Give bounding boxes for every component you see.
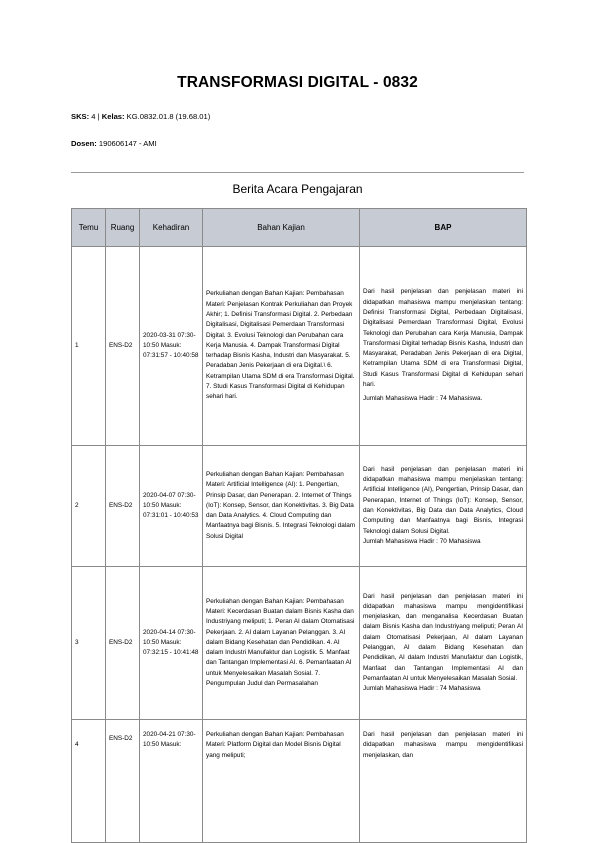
cell-bahan-kajian: Perkuliahan dengan Bahan Kajian: Pembahasan Materi: Artificial Intelligence (AI): 1. Pengertian, Prinsip Dasar, dan Penerapan. 2. Internet of Things (IoT): Konsep, Sensor, dan Konektivitas. 3. Big Data dan Data Analytics. 4. Cloud Computing dan Manfaatnya bagi Bisnis. 5. Integrasi Teknologi dalam Solusi Digital xyxy=(203,446,360,567)
course-info xyxy=(71,112,210,121)
divider-line xyxy=(71,172,524,173)
header-kehadiran: Kehadiran xyxy=(140,209,203,247)
table-row xyxy=(72,247,527,446)
cell-kehadiran: 2020-04-07 07:30-10:50 Masuk: 07:31:01 - 10:40:53 xyxy=(140,446,203,567)
bap-attendance-count: Jumlah Mahasiswa Hadir : 74 Mahasiswa. xyxy=(363,395,483,403)
bap-text: Dari hasil penjelasan dan penjelasan materi ini didapatkan mahasiswa mampu menjelaskan tentang: Definisi Transformasi Digital, Perbedaan Digitalisasi, Digitalisasi Pemerdaan Transformasi Digital, Evolusi Teknologi dan Perubahan cara Kerja Manusia, Dampak Transformasi Digital terhadap Bisnis Kasha, Industri dan Masyarakat, Peradaban Jenis Pekerjaan di era Digital, Ketrampilan Utama SDM di era Transformasi Digital, Studi Kasus Transformasi Digital di Kehidupan sehari hari. xyxy=(363,288,523,389)
cell-temu: 4 xyxy=(72,720,106,843)
cell-bahan-kajian: Perkuliahan dengan Bahan Kajian: Pembahasan Materi: Platform Digital dan Model Bisnis Digital yang meliputi; xyxy=(203,720,360,843)
cell-kehadiran: 2020-04-14 07:30-10:50 Masuk: 07:32:15 - 10:41:48 xyxy=(140,567,203,720)
cell-bap xyxy=(360,567,527,720)
cell-temu: 3 xyxy=(72,567,106,720)
section-title: Berita Acara Pengajaran xyxy=(232,182,363,196)
cell-ruang: ENS-D2 xyxy=(106,247,140,446)
document-title: TRANSFORMASI DIGITAL - 0832 xyxy=(177,74,418,91)
kelas-label: Kelas: xyxy=(101,112,125,121)
header-bap: BAP xyxy=(360,209,527,247)
lecturer-info xyxy=(71,139,157,148)
sks-label: SKS: xyxy=(71,112,90,121)
header-temu: Temu xyxy=(72,209,106,247)
cell-bap xyxy=(360,247,527,446)
cell-temu: 2 xyxy=(72,446,106,567)
bap-table xyxy=(71,208,527,843)
table-header-row xyxy=(72,209,527,247)
meta-separator: | xyxy=(97,112,100,121)
bap-attendance-count: Jumlah Mahasiswa Hadir : 74 Mahasiswa xyxy=(363,685,481,693)
table-row xyxy=(72,446,527,567)
bap-attendance-count: Jumlah Mahasiswa Hadir : 70 Mahasiswa xyxy=(363,537,481,545)
cell-ruang: ENS-D2 xyxy=(106,446,140,567)
cell-kehadiran: 2020-03-31 07:30-10:50 Masuk: 07:31:57 - 10:40:58 xyxy=(140,247,203,446)
sks-value: 4 xyxy=(91,112,96,121)
header-ruang: Ruang xyxy=(106,209,140,247)
cell-bap xyxy=(360,446,527,567)
cell-temu: 1 xyxy=(72,247,106,446)
cell-kehadiran: 2020-04-21 07:30-10:50 Masuk: xyxy=(140,720,203,843)
cell-bahan-kajian: Perkuliahan dengan Bahan Kajian: Pembahasan Materi: Penjelasan Kontrak Perkuliahan dan Proyek Akhir; 1. Definisi Transformasi Digital. 2. Perbedaan Digitalisasi, Digitalisasi Pemerdaan Transformasi Digital. 3. Evolusi Teknologi dan Perubahan cara Kerja Manusia. 4. Dampak Transformasi Digital terhadap Bisnis Kasha, Industri dan Masyarakat. 5. Peradaban Jenis Pekerjaan di era Digital.\ 6. Ketrampilan Utama SDM di era Transformasi Digital. 7. Studi Kasus Transformasi Digital di Kehidupan sehari hari. xyxy=(203,247,360,446)
header-bahan-kajian: Bahan Kajian xyxy=(203,209,360,247)
cell-bap xyxy=(360,720,527,843)
bap-text: Dari hasil penjelasan dan penjelasan materi ini didapatkan mahasiswa mampu mengidentifikasi menjelaskan, dan menganalisa Kecerdasan Buatan dalam Bisnis Kasha dan Industriyang meliputi; Peran AI dalam Otomatisasi Pekerjaan, AI dalam Layanan Pelanggan, AI dalam Bidang Kesehatan dan Pendidikan, AI dalam Industri Manufaktur dan Logistik, Manfaat dan Tantangan Implementasi AI dan Pemanfaatan AI untuk Menyelesaikan Masalah Sosial. xyxy=(363,592,523,682)
table-row xyxy=(72,720,527,843)
cell-ruang: ENS-D2 xyxy=(106,720,140,843)
bap-text: Dari hasil penjelasan dan penjelasan materi ini didapatkan mahasiswa mampu menjelaskan tentang: Artificial Intelligence (AI), Pengertian, Prinsip Dasar, dan Penerapan, Internet of Things (IoT): Konsep, Sensor, dan Konektivitas, Big Data dan Data Analytics, Cloud Computing dan Manfaatnya bagi Bisnis, Integrasi Teknologi dalam Solusi Digital. xyxy=(363,465,523,535)
cell-ruang: ENS-D2 xyxy=(106,567,140,720)
table-row xyxy=(72,567,527,720)
bap-text: Dari hasil penjelasan dan penjelasan materi ini didapatkan mahasiswa mampu mengidentifikasi menjelaskan, dan xyxy=(363,731,523,759)
kelas-value: KG.0832.01.8 (19.68.01) xyxy=(126,112,211,121)
dosen-value: 190606147 - AMI xyxy=(98,139,157,148)
dosen-label: Dosen: xyxy=(71,139,97,148)
cell-bahan-kajian: Perkuliahan dengan Bahan Kajian: Pembahasan Materi: Kecerdasan Buatan dalam Bisnis Kasha dan Industriyang meliputi; 1. Peran AI dalam Otomatisasi Pekerjaan. 2. AI dalam Layanan Pelanggan. 3. AI dalam Bidang Kesehatan dan Pendidikan. 4. AI dalam Industri Manufaktur dan Logistik. 5. Manfaat dan Tantangan Implementasi AI. 6. Pemanfaatan AI untuk Menyelesaikan Masalah Sosial. 7. Pengumpulan Judul dan Permasalahan xyxy=(203,567,360,720)
